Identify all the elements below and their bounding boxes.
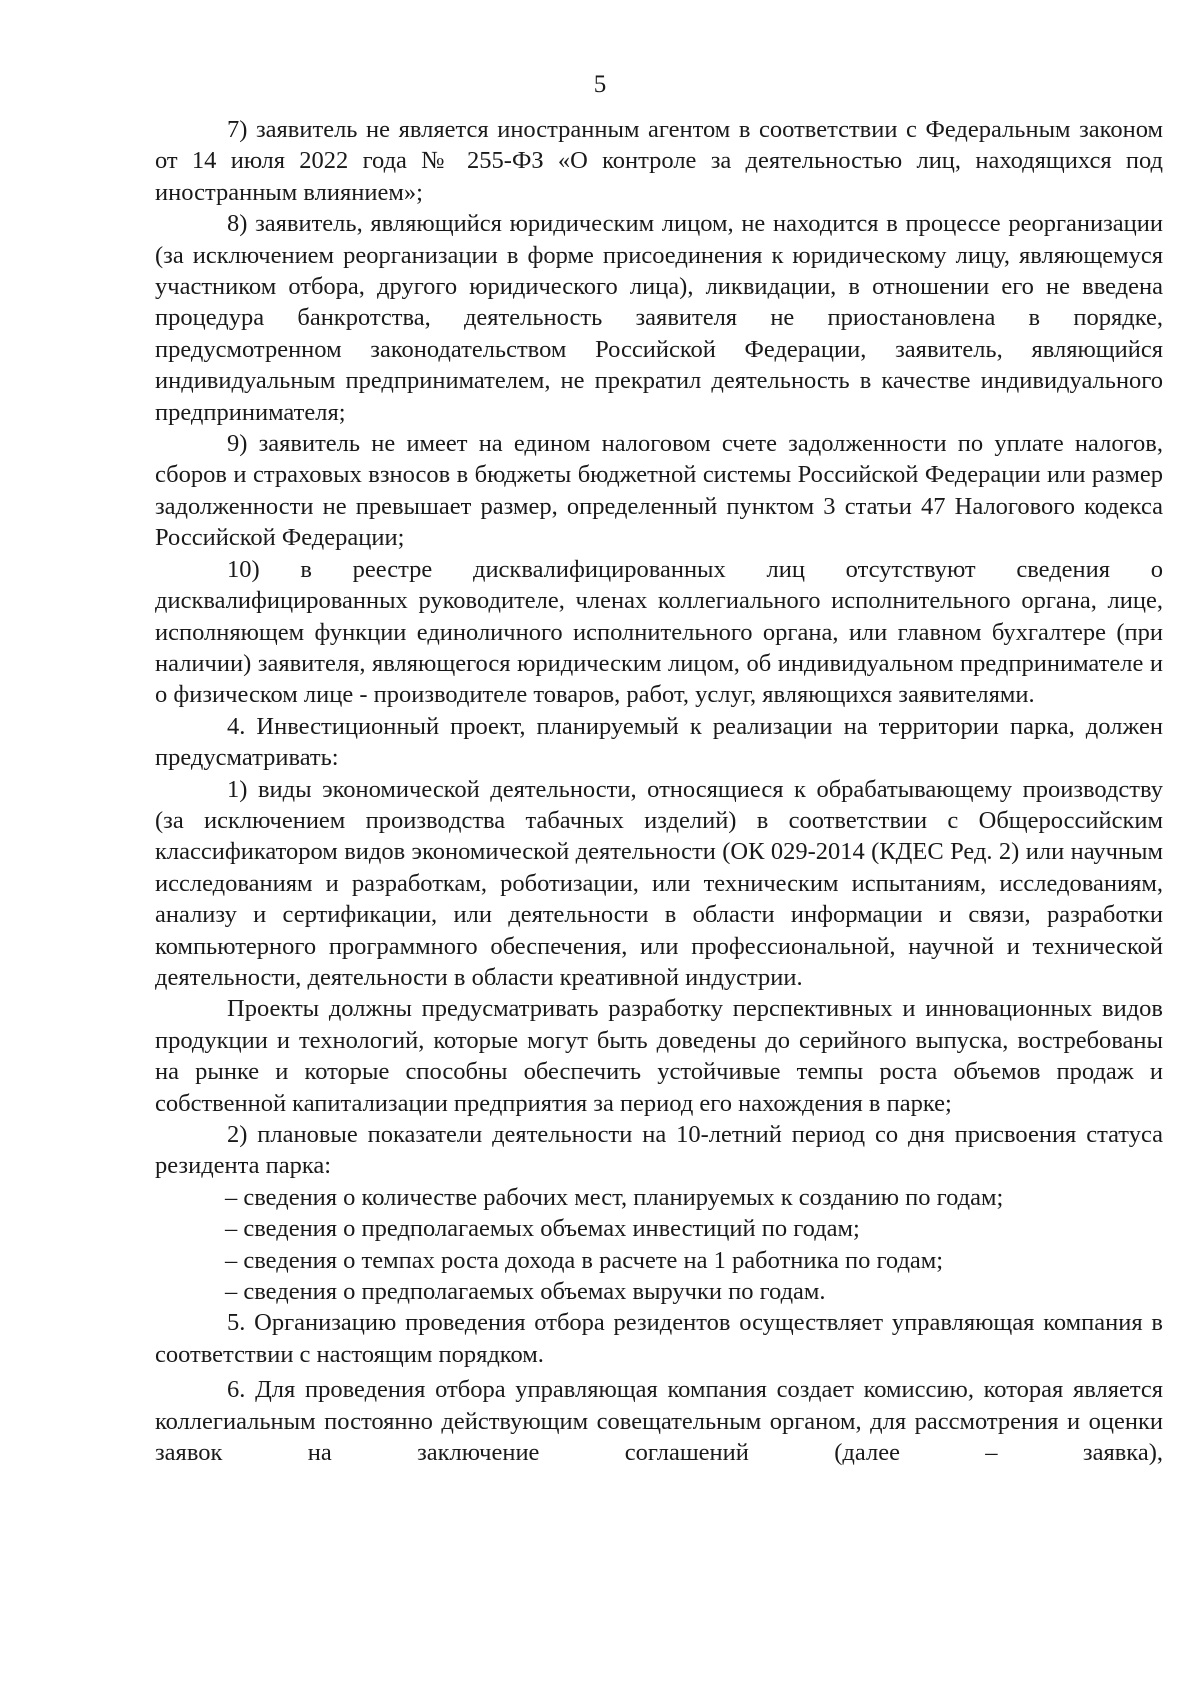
list-item-revenue: – сведения о предполагаемых объемах выручки по годам. [225,1278,826,1306]
paragraph-item-10: 10) в реестре дисквалифицированных лиц отсутствуют сведения о дисквалифицированных руководителе, членах коллегиального исполнительного органа, лице, исполняющем функции единоличного исполнительного органа, или главном бухгалтере (при наличии) заявителя, являющегося юридическим лицом, об индивидуальном предпринимателе и о физическом лице - производителе товаров, работ, услуг, являющихся заявителями. [155,555,1163,709]
paragraph-item-7: 7) заявитель не является иностранным агентом в соответствии с Федеральным законом от 14 июля 2022 года № 255-ФЗ «О контроле за деятельностью лиц, находящихся под иностранным влиянием»; [155,116,1163,206]
document-body [155,114,1163,1468]
paragraph-subitem-1: 1) виды экономической деятельности, относящиеся к обрабатывающему производству (за исключением производства табачных изделий) в соответствии с Общероссийским классификатором видов экономической деятельности (ОК 029-2014 (КДЕС Ред. 2) или научным исследованиям и разработкам, роботизации, или техническим испытаниям, исследованиям, анализу и сертификации, или деятельности в области информации и связи, разработки компьютерного программного обеспечения, или профессиональной, научной и технической деятельности, деятельности в области креативной индустрии. [155,775,1163,991]
list-item-investments: – сведения о предполагаемых объемах инвестиций по годам; [225,1215,860,1243]
paragraph-item-8: 8) заявитель, являющийся юридическим лицом, не находится в процессе реорганизации (за исключением реорганизации в форме присоединения к юридическому лицу, являющемуся участником отбора, другого юридического лица), ликвидации, в отношении его не введена процедура банкротства, деятельность заявителя не приостановлена в порядке, предусмотренном законодательством Российской Федерации, заявитель, являющийся индивидуальным предпринимателем, не прекратил деятельность в качестве индивидуального предпринимателя; [155,210,1163,426]
list-item-income-growth: – сведения о темпах роста дохода в расчете на 1 работника по годам; [225,1246,944,1274]
paragraph-section-4: 4. Инвестиционный проект, планируемый к реализации на территории парка, должен предусматривать: [155,712,1163,772]
list-item-workplaces: – сведения о количестве рабочих мест, планируемых к созданию по годам; [225,1183,1004,1211]
paragraph-section-6: 6. Для проведения отбора управляющая компания создает комиссию, которая является коллегиальным постоянно действующим совещательным органом, для рассмотрения и оценки заявок на заключение соглашений (далее – заявка), [155,1376,1163,1467]
paragraph-section-5: 5. Организацию проведения отбора резидентов осуществляет управляющая компания в соответствии с настоящим порядком. [155,1309,1163,1368]
paragraph-projects: Проекты должны предусматривать разработку перспективных и инновационных видов продукции и технологий, которые могут быть доведены до серийного выпуска, востребованы на рынке и которые способны обеспечить устойчивые темпы роста объемов продаж и собственной капитализации предприятия за период его нахождения в парке; [155,995,1163,1117]
paragraph-item-9: 9) заявитель не имеет на едином налоговом счете задолженности по уплате налогов, сборов и страховых взносов в бюджеты бюджетной системы Российской Федерации или размер задолженности не превышает размер, определенный пунктом 3 статьи 47 Налогового кодекса Российской Федерации; [155,430,1163,552]
page-number: 5 [593,71,607,98]
paragraph-subitem-2: 2) плановые показатели деятельности на 10-летний период со дня присвоения статуса резидента парка: [155,1121,1163,1180]
